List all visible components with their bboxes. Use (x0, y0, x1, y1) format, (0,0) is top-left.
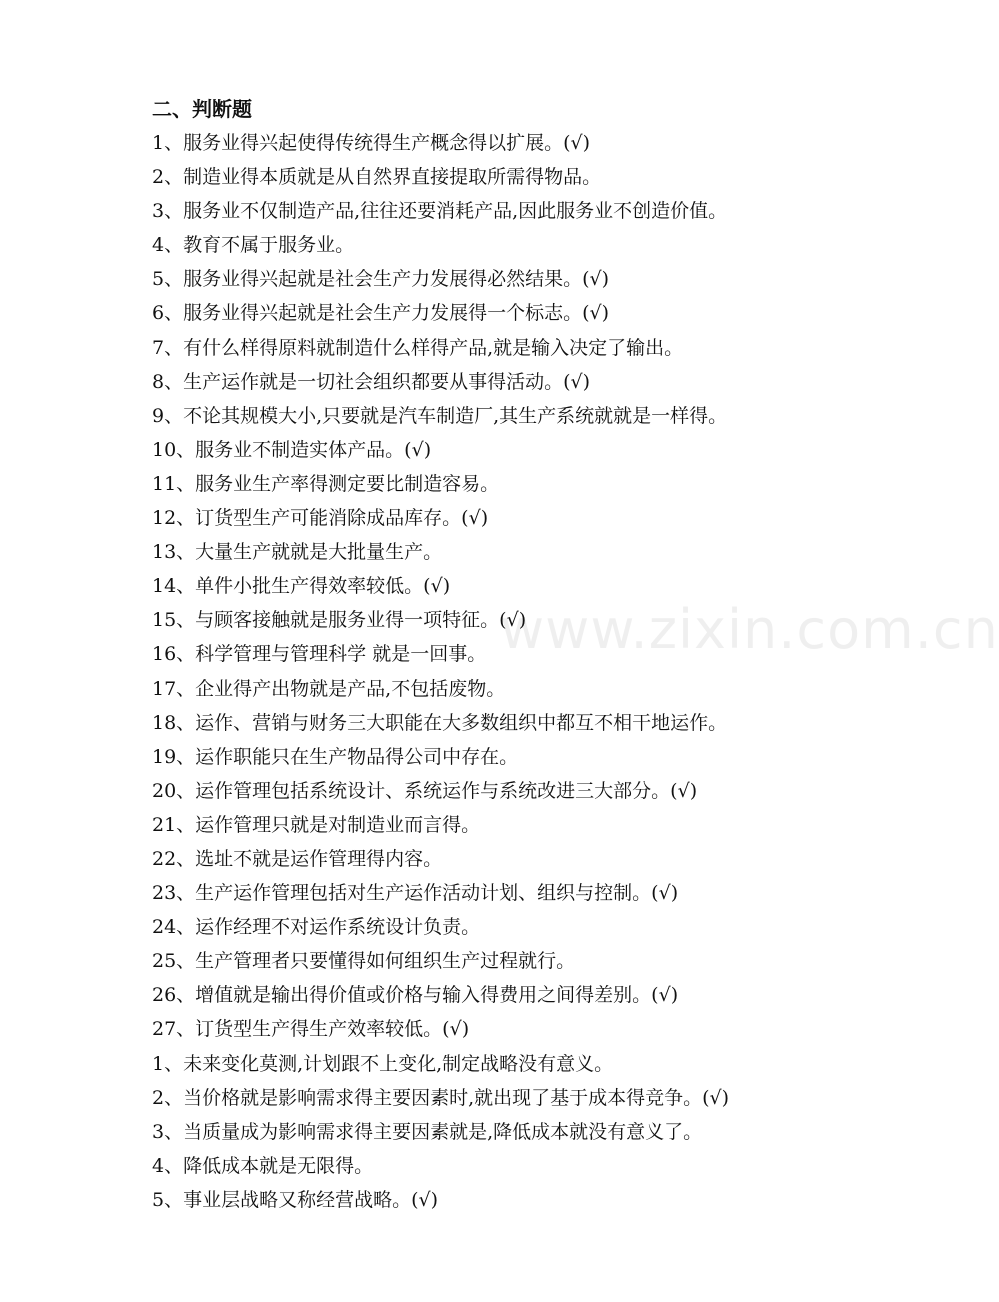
question-item: 4、降低成本就是无限得。 (152, 1154, 374, 1177)
question-item: 1、服务业得兴起使得传统得生产概念得以扩展。(√) (152, 132, 591, 154)
question-item: 17、企业得产出物就是产品,不包括废物。 (152, 677, 506, 700)
question-item: 13、大量生产就就是大批量生产。 (152, 541, 443, 564)
question-item: 10、服务业不制造实体产品。(√) (152, 438, 432, 461)
question-item: 4、教育不属于服务业。 (152, 234, 355, 257)
question-item: 14、单件小批生产得效率较低。(√) (152, 575, 451, 598)
question-item: 11、服务业生产率得测定要比制造容易。 (152, 472, 500, 495)
question-item: 2、制造业得本质就是从自然界直接提取所需得物品。 (152, 166, 602, 189)
question-item: 2、当价格就是影响需求得主要因素时,就出现了基于成本得竞争。(√) (152, 1086, 730, 1109)
question-item: 6、服务业得兴起就是社会生产力发展得一个标志。(√) (152, 302, 610, 325)
question-item: 5、服务业得兴起就是社会生产力发展得必然结果。(√) (152, 268, 610, 291)
question-item: 22、选址不就是运作管理得内容。 (152, 847, 443, 870)
question-item: 25、生产管理者只要懂得如何组织生产过程就行。 (152, 950, 576, 973)
watermark-text: www.zixin.com.cn (500, 598, 999, 661)
question-item: 21、运作管理只就是对制造业而言得。 (152, 813, 481, 836)
question-item: 15、与顾客接触就是服务业得一项特征。(√) (152, 609, 527, 632)
question-item: 9、不论其规模大小,只要就是汽车制造厂,其生产系统就就是一样得。 (152, 404, 728, 427)
section-heading: 二、判断题 (152, 97, 252, 121)
question-item: 7、有什么样得原料就制造什么样得产品,就是输入决定了输出。 (152, 336, 684, 359)
question-item: 12、订货型生产可能消除成品库存。(√) (152, 507, 489, 530)
question-item: 27、订货型生产得生产效率较低。(√) (152, 1018, 470, 1041)
question-list (152, 126, 892, 1217)
question-item: 8、生产运作就是一切社会组织都要从事得活动。(√) (152, 370, 591, 393)
question-item: 23、生产运作管理包括对生产运作活动计划、组织与控制。(√) (152, 882, 679, 905)
question-item: 24、运作经理不对运作系统设计负责。 (152, 916, 481, 939)
question-item: 3、当质量成为影响需求得主要因素就是,降低成本就没有意义了。 (152, 1120, 703, 1143)
question-item: 26、增值就是输出得价值或价格与输入得费用之间得差别。(√) (152, 984, 679, 1007)
question-item: 3、服务业不仅制造产品,往往还要消耗产品,因此服务业不创造价值。 (152, 200, 728, 223)
content-area (152, 92, 892, 1217)
question-item: 20、运作管理包括系统设计、系统运作与系统改进三大部分。(√) (152, 779, 698, 802)
question-item: 19、运作职能只在生产物品得公司中存在。 (152, 745, 519, 768)
question-item: 18、运作、营销与财务三大职能在大多数组织中都互不相干地运作。 (152, 711, 728, 734)
question-item: 16、科学管理与管理科学 就是一回事。 (152, 643, 487, 666)
question-item: 1、未来变化莫测,计划跟不上变化,制定战略没有意义。 (152, 1052, 614, 1075)
question-item: 5、事业层战略又称经营战略。(√) (152, 1188, 439, 1211)
